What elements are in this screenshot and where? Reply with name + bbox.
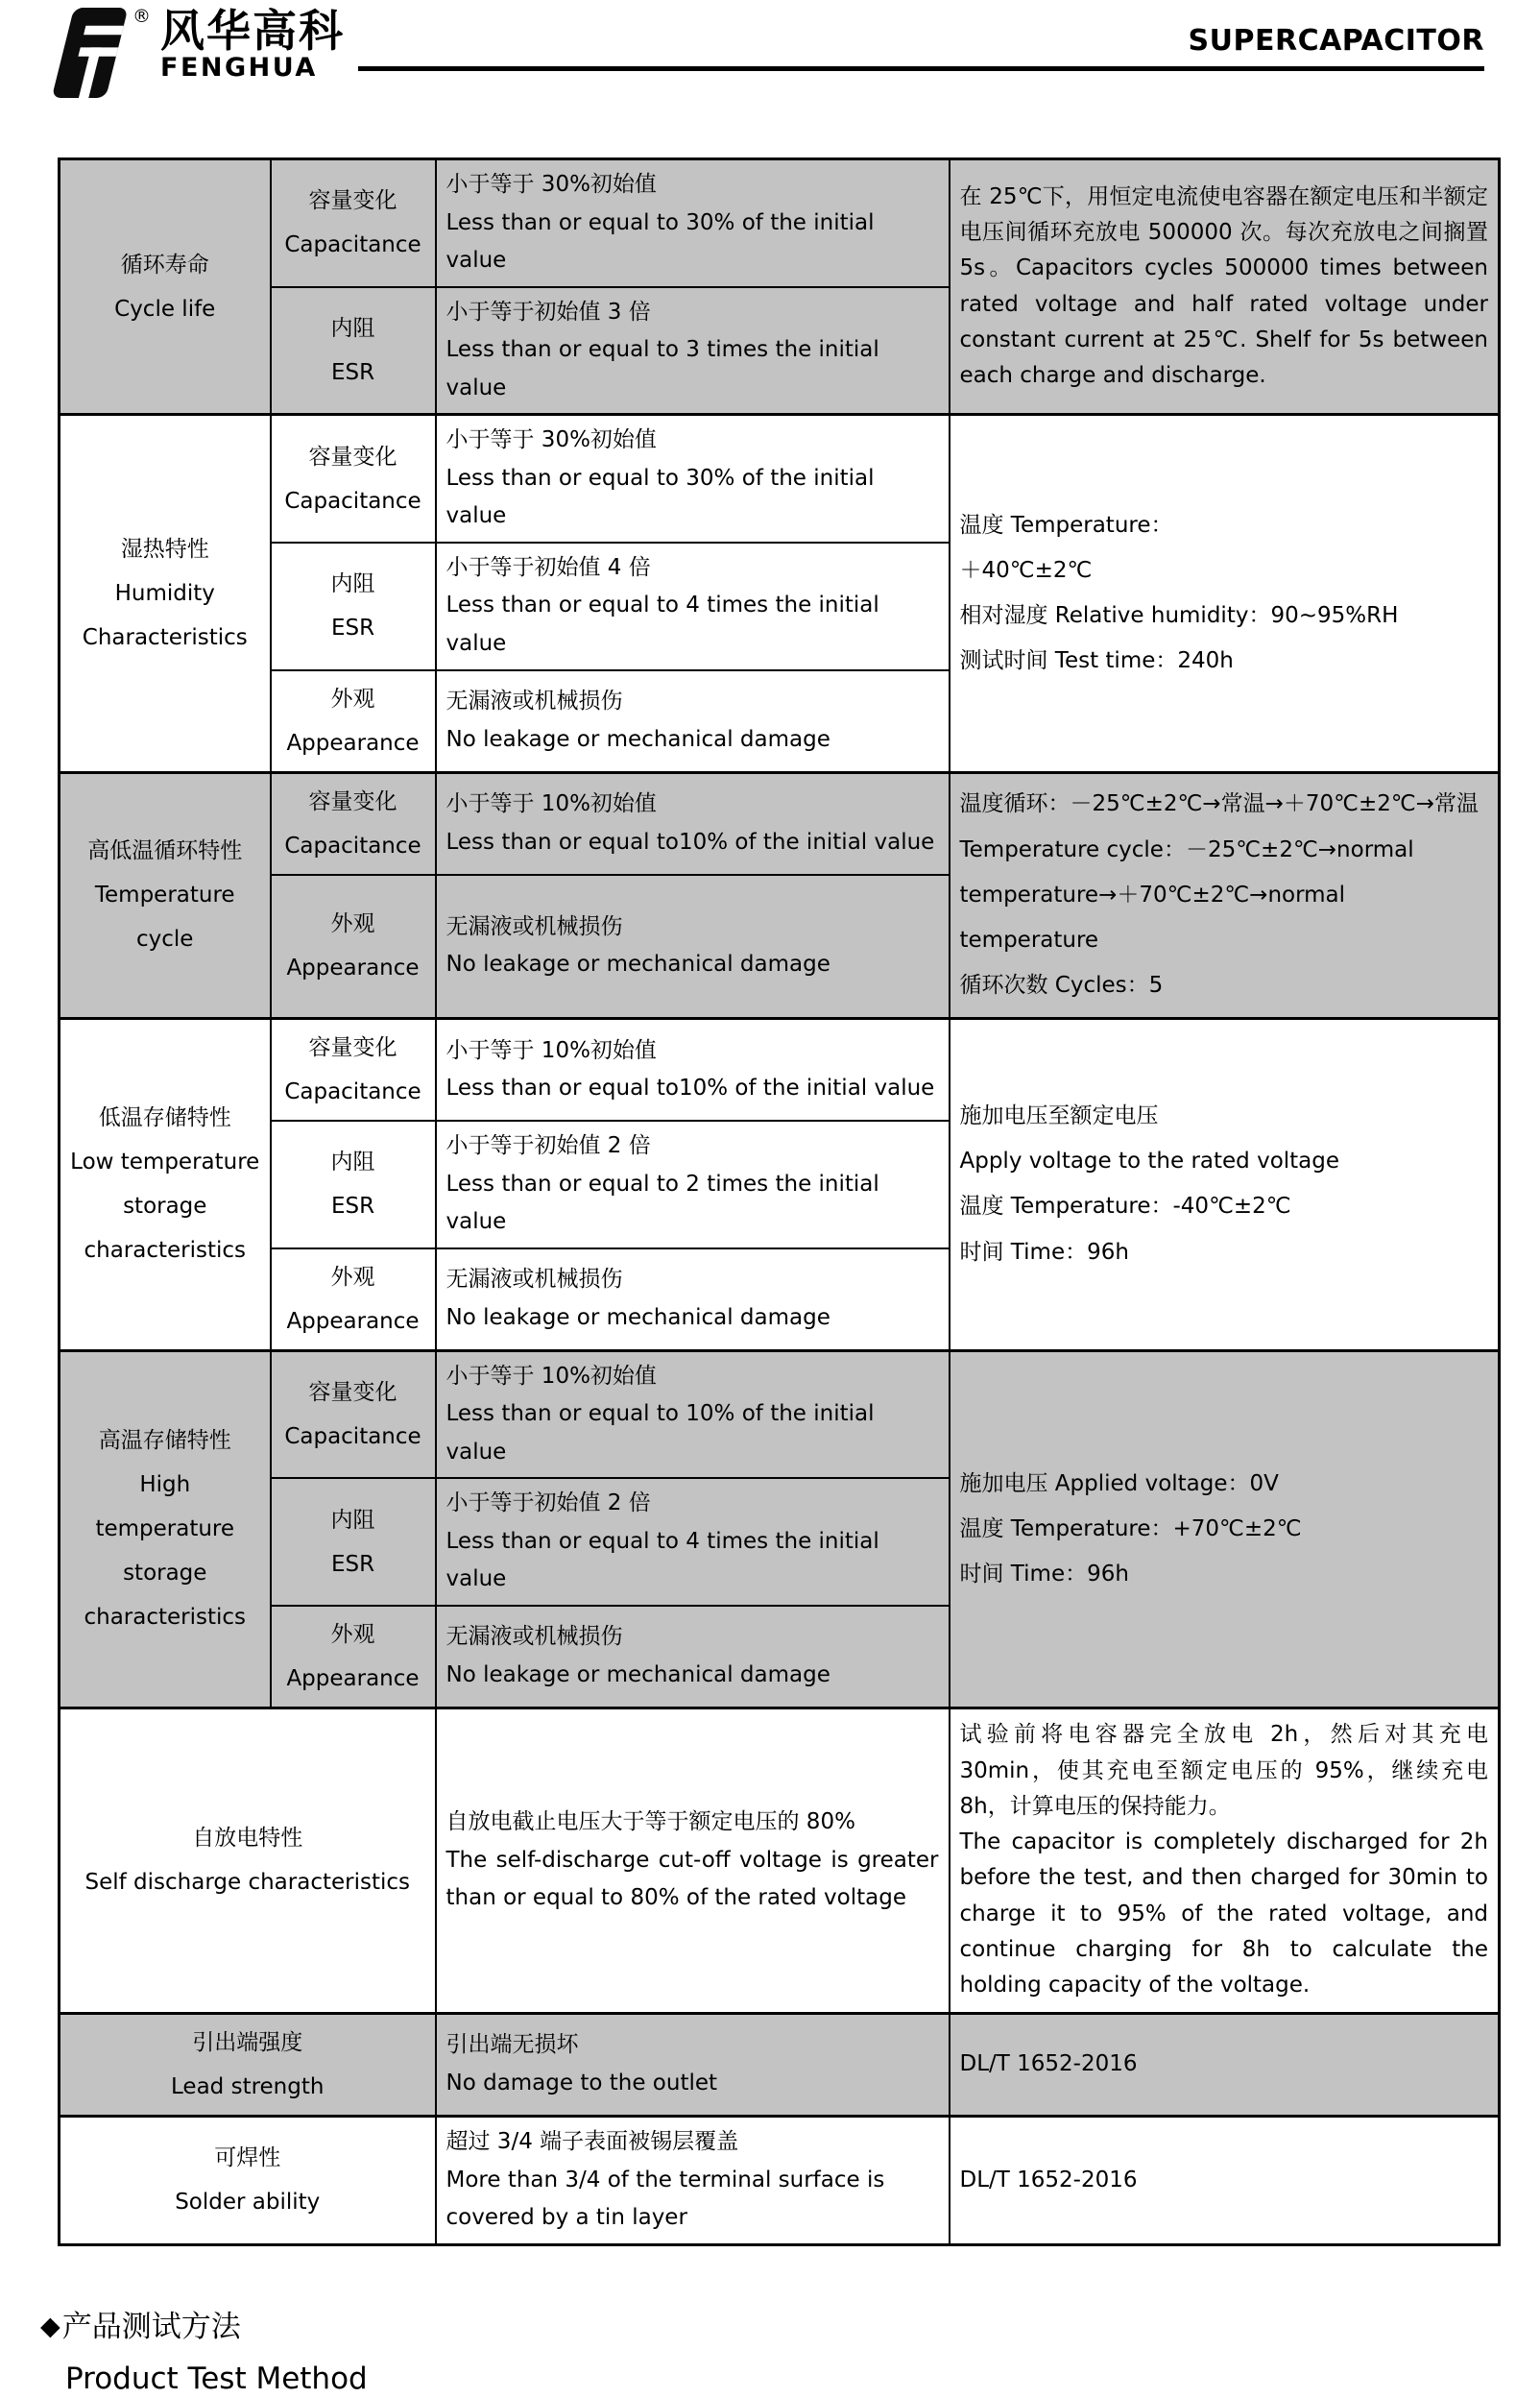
zh-line: 小于等于 10%初始值: [445, 791, 657, 817]
high-temp-condition-cell: [950, 1350, 1500, 1708]
temperature-cycle-appearance-criteria-cell: [436, 875, 950, 1019]
section-title-en: Product Test Method: [65, 2361, 368, 2396]
condition-paragraph: 试验前将电容器完全放电 2h，然后对其充电 30min，使其充电至额定电压的 95%，继续充电 8h，计算电压的保持能力。: [959, 1722, 1488, 1819]
low-temp-capacitance-item-cell: [271, 1019, 436, 1122]
zh-line: 无漏液或机械损伤: [445, 689, 623, 715]
en-line: Cycle life: [114, 296, 216, 322]
condition-line: 相对湿度 Relative humidity：90~95%RH: [959, 602, 1399, 628]
cycle-life-capacitance-item-cell: [271, 159, 436, 287]
zh-line: 内阻: [330, 315, 375, 341]
en-line: No leakage or mechanical damage: [445, 726, 830, 752]
temperature-cycle-capacitance-criteria-cell: [436, 772, 950, 875]
en-line: Appearance: [286, 730, 420, 756]
en-line: Less than or equal to 4 times the initial value: [445, 593, 879, 657]
condition-paragraph: 在 25℃下，用恒定电流使电容器在额定电压和半额定电压间循环充放电 500000 次。每次充放电之间搁置 5s。Capacitors cycles 500000 times between rated voltage and half rated voltage under constant current at 25℃. Shelf for 5s between each charge and discharge.: [959, 183, 1488, 389]
condition-line: Temperature cycle：－25℃±2℃→normal temperature→＋70℃±2℃→normal temperature: [959, 836, 1414, 953]
zh-line: 容量变化: [308, 444, 397, 470]
en-line: Humidity Characteristics: [82, 580, 248, 650]
en-line: No leakage or mechanical damage: [445, 1304, 830, 1330]
table-row: [60, 159, 1500, 287]
en-line: No leakage or mechanical damage: [445, 1661, 830, 1687]
en-line: High temperature storage characteristics: [84, 1472, 247, 1631]
en-line: Less than or equal to10% of the initial value: [445, 829, 935, 855]
condition-line: 时间 Time：96h: [959, 1239, 1129, 1265]
zh-line: 小于等于 10%初始值: [445, 1363, 657, 1389]
temperature-cycle-appearance-item-cell: [271, 875, 436, 1019]
table-row: [60, 415, 1500, 543]
low-temp-capacitance-criteria-cell: [436, 1019, 950, 1122]
header-divider: [358, 66, 1484, 71]
humidity-esr-item-cell: [271, 543, 436, 670]
en-line: ESR: [330, 1551, 375, 1577]
zh-line: 小于等于初始值 3 倍: [445, 299, 651, 325]
en-line: Less than or equal to 3 times the initial value: [445, 337, 879, 400]
zh-line: 小于等于初始值 2 倍: [445, 1133, 651, 1159]
high-temp-appearance-criteria-cell: [436, 1606, 950, 1708]
zh-line: 容量变化: [308, 788, 397, 814]
zh-line: 循环寿命: [120, 252, 209, 278]
en-line: Capacitance: [284, 1424, 421, 1450]
zh-line: 自放电特性: [192, 1826, 303, 1852]
zh-line: 容量变化: [308, 1380, 397, 1406]
en-line: More than 3/4 of the terminal surface is covered by a tin layer: [445, 2167, 885, 2231]
en-line: Low temperature storage characteristics: [70, 1150, 260, 1264]
temperature-cycle-condition-cell: [950, 772, 1500, 1019]
humidity-esr-criteria-cell: [436, 543, 950, 670]
self-discharge-condition-cell: [950, 1708, 1500, 2013]
en-line: Less than or equal to 30% of the initial value: [445, 465, 875, 529]
high-temp-esr-item-cell: [271, 1478, 436, 1606]
condition-line: 温度 Temperature：: [959, 512, 1173, 538]
en-line: ESR: [330, 616, 375, 642]
diamond-bullet-icon: ◆: [40, 2312, 60, 2342]
en-line: Solder ability: [175, 2190, 321, 2216]
zh-line: 内阻: [330, 1150, 375, 1175]
zh-line: 容量变化: [308, 1035, 397, 1061]
humidity-appearance-item-cell: [271, 670, 436, 773]
en-line: Less than or equal to 2 times the initial value: [445, 1171, 879, 1235]
humidity-category-cell: [60, 415, 271, 772]
zh-line: 外观: [330, 686, 375, 712]
zh-line: 小于等于 30%初始值: [445, 427, 657, 453]
cycle-life-capacitance-criteria-cell: [436, 159, 950, 287]
humidity-capacitance-criteria-cell: [436, 415, 950, 543]
page-header: [0, 0, 1540, 98]
section-title-zh: 产品测试方法: [61, 2309, 241, 2344]
solder-ability-criteria-cell: [436, 2116, 950, 2244]
humidity-appearance-criteria-cell: [436, 670, 950, 773]
cycle-life-condition-cell: [950, 159, 1500, 415]
zh-line: 外观: [330, 911, 375, 937]
zh-line: 外观: [330, 1264, 375, 1290]
table-row: [60, 1350, 1500, 1478]
zh-line: 小于等于 10%初始值: [445, 1037, 657, 1063]
zh-line: 小于等于初始值 2 倍: [445, 1490, 651, 1516]
condition-line: ＋40℃±2℃: [959, 557, 1093, 583]
brand-name-zh: 风华高科: [160, 5, 345, 57]
low-temp-storage-category-cell: [60, 1019, 271, 1351]
en-line: Lead strength: [171, 2073, 325, 2099]
table-row: [60, 772, 1500, 875]
low-temp-appearance-criteria-cell: [436, 1248, 950, 1351]
en-line: ESR: [330, 1194, 375, 1220]
condition-line: 循环次数 Cycles：5: [959, 973, 1164, 999]
low-temp-appearance-item-cell: [271, 1248, 436, 1351]
low-temp-esr-criteria-cell: [436, 1121, 950, 1248]
page-title: SUPERCAPACITOR: [1188, 24, 1484, 58]
en-line: Less than or equal to 4 times the initial value: [445, 1528, 879, 1592]
cycle-life-esr-criteria-cell: [436, 287, 950, 415]
fenghua-logo: [50, 5, 345, 98]
en-line: Less than or equal to 30% of the initial value: [445, 209, 875, 274]
condition-line: 时间 Time：96h: [959, 1561, 1129, 1587]
en-line: No damage to the outlet: [445, 2070, 718, 2095]
zh-line: 引出端无损坏: [445, 2032, 579, 2058]
low-temp-esr-item-cell: [271, 1121, 436, 1248]
standard-reference: DL/T 1652-2016: [959, 2167, 1138, 2192]
zh-line: 低温存储特性: [98, 1105, 231, 1131]
high-temp-esr-criteria-cell: [436, 1478, 950, 1606]
condition-line: 温度 Temperature：+70℃±2℃: [959, 1515, 1302, 1541]
zh-line: 外观: [330, 1621, 375, 1647]
table-row: [60, 1708, 1500, 2013]
high-temp-appearance-item-cell: [271, 1606, 436, 1708]
standard-reference: DL/T 1652-2016: [959, 2051, 1138, 2077]
humidity-condition-cell: [950, 415, 1500, 772]
cycle-life-esr-item-cell: [271, 287, 436, 415]
condition-line: 温度循环：－25℃±2℃→常温→＋70℃±2℃→常温: [959, 791, 1479, 817]
humidity-capacitance-item-cell: [271, 415, 436, 543]
table-row: [60, 1019, 1500, 1122]
section-heading-zh: [40, 2308, 1540, 2346]
lead-strength-category-cell: [60, 2013, 436, 2116]
condition-line: 测试时间 Test time：240h: [959, 648, 1234, 674]
zh-line: 无漏液或机械损伤: [445, 1267, 623, 1293]
en-line: Temperature cycle: [94, 883, 235, 953]
condition-paragraph: The capacitor is completely discharged for 2h before the test, and then charged for 30min to charge it to 95% of the rated voltage, and continue charging for 8h to calculate the holding capacity of the voltage.: [959, 1829, 1488, 1998]
zh-line: 高温存储特性: [98, 1428, 231, 1454]
zh-line: 引出端强度: [192, 2029, 303, 2055]
self-discharge-criteria-cell: [436, 1708, 950, 2013]
header-right: [358, 8, 1484, 71]
en-line: Appearance: [286, 956, 420, 981]
low-temp-condition-cell: [950, 1019, 1500, 1351]
zh-line: 超过 3/4 端子表面被锡层覆盖: [445, 2128, 739, 2154]
cycle-life-category-cell: [60, 159, 271, 415]
en-line: Capacitance: [284, 1079, 421, 1105]
lead-strength-condition-cell: [950, 2013, 1500, 2116]
en-line: No leakage or mechanical damage: [445, 952, 830, 978]
condition-line: 施加电压至额定电压: [959, 1103, 1159, 1129]
en-line: Appearance: [286, 1665, 420, 1691]
en-line: Less than or equal to 10% of the initial value: [445, 1401, 875, 1465]
zh-line: 无漏液或机械损伤: [445, 1624, 623, 1650]
en-line: The self-discharge cut-off voltage is greater than or equal to 80% of the rated voltage: [445, 1847, 939, 1911]
high-temp-capacitance-criteria-cell: [436, 1350, 950, 1478]
self-discharge-category-cell: [60, 1708, 436, 2013]
zh-line: 湿热特性: [120, 536, 209, 562]
zh-line: 内阻: [330, 571, 375, 597]
brand-name-en: FENGHUA: [160, 53, 318, 84]
brand-block: [160, 5, 345, 84]
solder-ability-condition-cell: [950, 2116, 1500, 2244]
test-spec-table: [58, 157, 1501, 2246]
zh-line: 小于等于初始值 4 倍: [445, 554, 651, 580]
high-temp-storage-category-cell: [60, 1350, 271, 1708]
condition-line: 施加电压 Applied voltage：0V: [959, 1470, 1279, 1496]
solder-ability-category-cell: [60, 2116, 436, 2244]
zh-line: 自放电截止电压大于等于额定电压的 80%: [445, 1809, 855, 1835]
table-row: [60, 2013, 1500, 2116]
table-row: [60, 2116, 1500, 2244]
zh-line: 小于等于 30%初始值: [445, 172, 657, 197]
condition-line: 温度 Temperature：-40℃±2℃: [959, 1194, 1291, 1220]
zh-line: 内阻: [330, 1507, 375, 1533]
section-heading: [40, 2308, 1540, 2398]
lead-strength-criteria-cell: [436, 2013, 950, 2116]
temperature-cycle-capacitance-item-cell: [271, 772, 436, 875]
zh-line: 无漏液或机械损伤: [445, 913, 623, 939]
temperature-cycle-category-cell: [60, 772, 271, 1019]
fenghua-logo-icon: [50, 8, 132, 98]
registered-trademark-icon: ®: [132, 6, 151, 27]
en-line: Less than or equal to10% of the initial value: [445, 1076, 935, 1102]
en-line: ESR: [330, 359, 375, 385]
en-line: Self discharge characteristics: [84, 1870, 410, 1896]
zh-line: 容量变化: [308, 188, 397, 214]
en-line: Capacitance: [284, 232, 421, 258]
en-line: Capacitance: [284, 488, 421, 514]
zh-line: 可焊性: [214, 2145, 281, 2171]
condition-line: Apply voltage to the rated voltage: [959, 1149, 1340, 1175]
en-line: Capacitance: [284, 833, 421, 859]
en-line: Appearance: [286, 1308, 420, 1334]
zh-line: 高低温循环特性: [87, 838, 243, 864]
high-temp-capacitance-item-cell: [271, 1350, 436, 1478]
